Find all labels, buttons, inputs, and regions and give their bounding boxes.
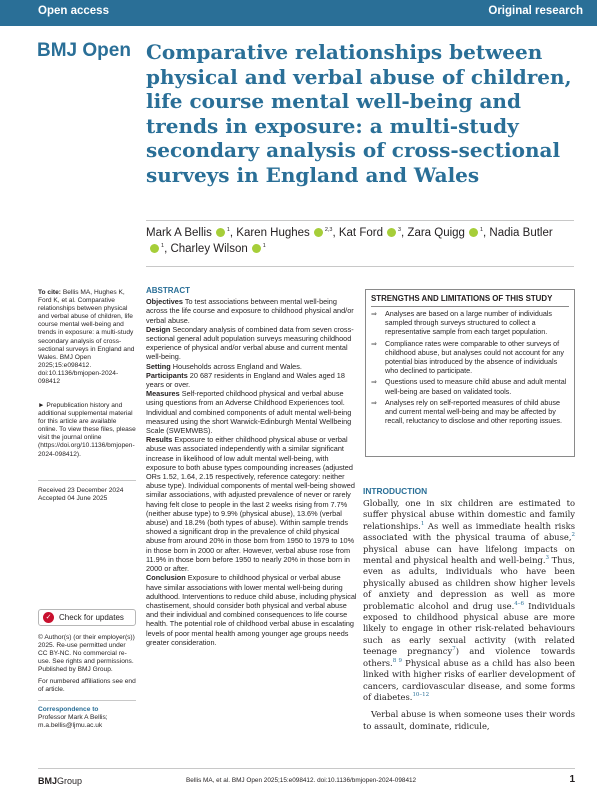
citation-ref[interactable]: 4–6: [514, 600, 524, 607]
abstract-section: Participants 20 687 residents in England and Wales aged 18 years or over.: [146, 370, 345, 390]
article-type-label: Original research: [488, 5, 583, 17]
logo-bold: BMJ: [38, 776, 58, 786]
author[interactable]: Nadia Butler: [489, 227, 553, 239]
intro-paragraph: Globally, one in six children are estimated to suffer physical abuse within domestic and family relationships.$^1$ As well as immediate health risks associated with the physical trauma of abuse,$^2$ physical abuse can have lifelong impacts on mental and physical health and well-being.$^3$ Thus, even as adults, individuals who have been physically abused as children show higher levels of anxiety and depression as well as more problematic alcohol and drug use.$^{4-6}$ Individuals exposed to childhood physical abuse are more likely to engage in other risk-related behaviours such as early sexual activity (with related teenage pregnancy$^7$) and violence towards others.$^{8 9}$ Physical abuse as a child has also been linked with higher risks of earlier development of cancers, cardiovascular disease, and some forms of diabetes.$^{10-12}$: [363, 498, 576, 702]
author[interactable]: Kat Ford: [338, 227, 383, 239]
affiliation-marker: 1: [479, 227, 484, 234]
citation-ref[interactable]: 1: [420, 521, 425, 528]
affiliation-marker: 1: [262, 243, 266, 250]
introduction-body: [363, 498, 575, 738]
bmj-group-logo: [38, 776, 82, 786]
citation-ref[interactable]: 2: [571, 532, 575, 539]
check-for-updates-button[interactable]: [38, 609, 136, 626]
abstract-section: Design Secondary analysis of combined data from seven cross-sectional general adult population surveys measuring childhood experience of physical and/or verbal abuse and current mental well-being.: [146, 324, 354, 362]
affiliation-marker: 3: [397, 227, 402, 234]
open-access-label: Open access: [38, 5, 109, 17]
journal-brand[interactable]: BMJ Open: [37, 40, 131, 61]
introduction-heading: INTRODUCTION: [363, 486, 428, 496]
cite-text[interactable]: Bellis MA, Hughes K, Ford K, et al. Comparative relationships between physical and verbal abuse of children, life course mental well-being and trends in exposure: a multi-study secondary analysis of cross-sectional surveys in England and Wales. BMJ Open 2025;15:e098412. doi:10.1136/bmjopen-2024-098412: [38, 289, 135, 386]
divider: [38, 768, 575, 769]
abstract-section: Results Exposure to either childhood physical abuse or verbal abuse was associated independently with a similar significant increase in likelihood of low adult mental well-being, with exposure to both abuse types compounding increases (adjusted ORs 1.52, 1.64, 2.15 respectively, reference category: neither abuse type). Individual components of mental well-being showed similar associations, with adjusted prevalence of never or rarely having felt close to people in the last 2 weeks rising from 7.7% (neither abuse type) to 9.9% (physical abuse), 13.6% (verbal abuse) and 18.2% (both types of abuse). Within sample trends showed a significant drop in the prevalence of child physical abuse from around 20% in those born from 1950 to 1979 to 10% in those born in 2000 or after. However, verbal abuse rose from 11.9% in those born before 1950 to nearly 20% in those born in 2000 or after.: [146, 435, 355, 574]
abstract-section-label: Participants: [146, 370, 188, 380]
abstract: [146, 286, 358, 647]
orcid-icon[interactable]: [314, 228, 323, 237]
received-date: Received 23 December 2024: [38, 487, 124, 494]
abstract-section: Conclusion Exposure to childhood physical or verbal abuse have similar associations with lower mental well-being during adulthood. Interventions to reduce child abuse, including physical chastisement, should consider both physical and verbal abuse and their individual and combined consequences to life course health. The potential role of childhood verbal abuse in escalating levels of poor mental health among younger age groups needs greater consideration.: [146, 573, 357, 647]
correspondence-email[interactable]: m.a.bellis@ljmu.ac.uk: [38, 722, 103, 730]
affiliation-marker: 1: [226, 227, 230, 234]
prepub-text[interactable]: ► Prepublication history and additional supplemental material for this article are available online. To view these files, please visit the journal online (https://doi.org/10.1136/bmjopen-2024-098412).: [38, 402, 136, 458]
footer-citation: Bellis MA, et al. BMJ Open 2025;15:e098412. doi:10.1136/bmjopen-2024-098412: [186, 777, 417, 784]
orcid-icon[interactable]: [216, 228, 225, 237]
citation-ref[interactable]: 8 9: [392, 657, 402, 664]
header-bar: [0, 0, 597, 26]
author[interactable]: Mark A Bellis: [146, 227, 212, 239]
citation-ref[interactable]: 7: [452, 646, 456, 653]
citation-ref[interactable]: 10–12: [412, 692, 430, 699]
orcid-icon[interactable]: [252, 244, 261, 253]
arrow-icon: ⇒: [371, 397, 378, 407]
abstract-section-label: Measures: [146, 389, 180, 399]
orcid-icon[interactable]: [387, 228, 396, 237]
correspondence-label: Correspondence to: [38, 706, 99, 713]
article-title: Comparative relationships between physical and verbal abuse of children, life course mental well-being and trends in exposure: a multi-study secondary analysis of cross-sectional surveys in England and Wales: [146, 40, 572, 187]
arrow-icon: ⇒: [371, 309, 378, 318]
correspondence-name: Professor Mark A Bellis;: [38, 714, 108, 722]
intro-paragraph: Verbal abuse is when someone uses their words to assault, dominate, ridicule,: [363, 709, 575, 731]
abstract-section: Setting Households across England and Wales.: [146, 361, 302, 371]
correspondence-block: [38, 706, 136, 730]
author[interactable]: Zara Quigg: [407, 227, 465, 239]
prepub-note: [38, 402, 136, 459]
abstract-section-label: Design: [146, 324, 171, 334]
page-number: 1: [569, 774, 575, 785]
abstract-section-label: Setting: [146, 361, 171, 371]
affiliations-text: For numbered affiliations see end of article.: [38, 678, 136, 694]
check-updates-label: Check for updates: [59, 613, 124, 622]
affiliation-marker: 2,3: [324, 227, 333, 234]
strengths-item: ⇒ Analyses rely on self-reported measures of child abuse and current mental well-being and may be affected by recall, reluctancy to disclose and other reporting issues.: [371, 397, 562, 426]
divider: [38, 700, 136, 701]
check-updates-icon: ✓: [43, 612, 54, 623]
copyright-text: © Author(s) (or their employer(s)) 2025. Re-use permitted under CC BY-NC. No commercial re-use. See rights and permissions. Published by BMJ Group.: [38, 634, 135, 674]
abstract-heading: ABSTRACT: [146, 286, 190, 295]
affiliations-note: [38, 678, 136, 694]
strengths-heading: STRENGTHS AND LIMITATIONS OF THIS STUDY: [371, 294, 569, 307]
cite-label: To cite:: [38, 289, 61, 296]
abstract-section: Objectives To test associations between mental well-being across the life course and exposure to childhood physical and/or verbal abuse.: [146, 297, 354, 325]
dates-block: [38, 487, 136, 503]
accepted-date: Accepted 04 June 2025: [38, 495, 108, 503]
abstract-section-label: Objectives: [146, 297, 183, 307]
author-list: Mark A Bellis $^1$, Karen Hughes $^{2,3}$, Kat Ford $^3$, Zara Quigg $^1$, Nadia Butler$^1$, Charley Wilson $^1$: [146, 227, 553, 255]
divider: [146, 220, 574, 221]
strengths-item: ⇒ Questions used to measure child abuse and adult mental well-being are based on validated tools.: [371, 377, 567, 396]
abstract-section-label: Results: [146, 435, 173, 445]
copyright-block: [38, 634, 136, 674]
strengths-item: ⇒ Compliance rates were comparable to other surveys of childhood abuse, but analyses could not account for any potential bias introduced by the absence of individuals who declined to participate.: [371, 338, 565, 376]
abstract-body: [146, 297, 358, 647]
logo-rest: Group: [57, 776, 83, 786]
divider: [146, 266, 574, 267]
author[interactable]: Karen Hughes: [236, 227, 310, 239]
orcid-icon[interactable]: [469, 228, 478, 237]
abstract-section-label: Conclusion: [146, 573, 186, 583]
orcid-icon[interactable]: [150, 244, 159, 253]
strengths-list: [371, 309, 569, 425]
affiliation-marker: 1: [161, 243, 165, 250]
strengths-limitations-box: [365, 289, 575, 457]
arrow-icon: ⇒: [371, 338, 378, 348]
strengths-item: ⇒ Analyses are based on a large number of individuals sampled through surveys structured to collect a representative sample from each target population.: [371, 309, 553, 337]
arrow-icon: ⇒: [371, 377, 378, 387]
author[interactable]: Charley Wilson: [170, 243, 248, 255]
abstract-section: Measures Self-reported childhood physical and verbal abuse using questions from an Adverse Childhood Experiences tool. Individual and combined components of adult mental well-being measured using the short Warwick-Edinburgh Mental Wellbeing Scale (SWEMWBS).: [146, 389, 352, 436]
cite-block: [38, 289, 136, 386]
divider: [38, 480, 136, 481]
citation-ref[interactable]: 3: [545, 555, 549, 562]
